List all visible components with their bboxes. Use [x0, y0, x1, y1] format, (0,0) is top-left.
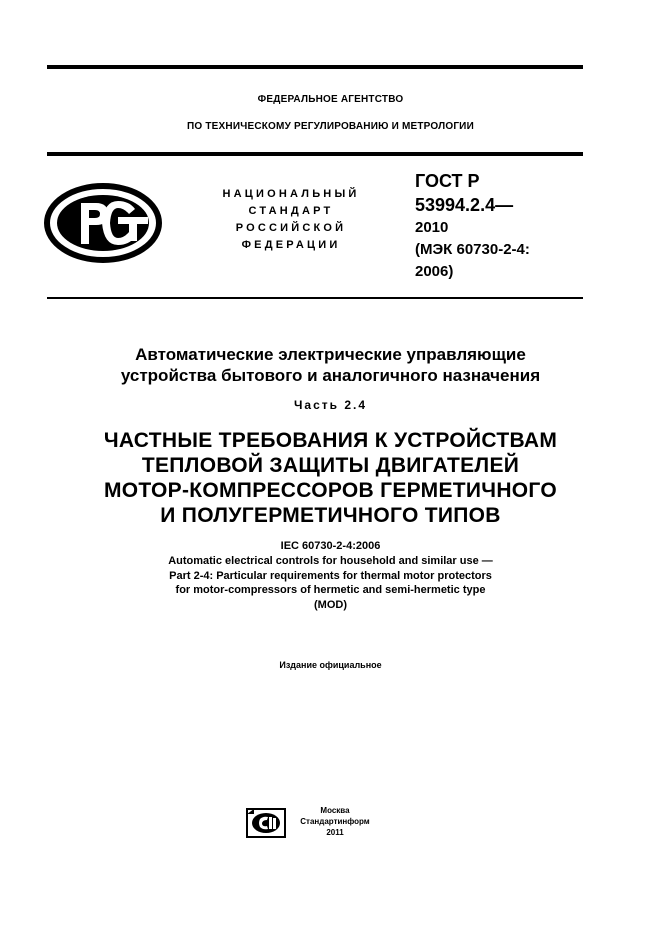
title-line-2: устройства бытового и аналогичного назначения [120, 366, 541, 385]
agency-line-1: ФЕДЕРАЛЬНОЕ АГЕНТСТВО [257, 94, 404, 105]
english-line: Part 2-4: Particular requirements for thermal motor protectors [169, 569, 492, 582]
main-title-line: И ПОЛУГЕРМЕТИЧНОГО ТИПОВ [160, 504, 501, 527]
header-rule [47, 152, 583, 156]
main-title-line: МОТОР-КОМПРЕССОРОВ ГЕРМЕТИЧНОГО [103, 479, 557, 502]
part-label: Часть 2.4 [293, 398, 368, 412]
agency-line-2: ПО ТЕХНИЧЕСКОМУ РЕГУЛИРОВАНИЮ И МЕТРОЛОГИИ [187, 121, 474, 132]
publisher-city: Москва [320, 806, 350, 815]
national-line: НАЦИОНАЛЬНЫЙ [222, 188, 360, 200]
national-line: ФЕДЕРАЦИИ [241, 239, 341, 251]
gost-line-3: 2010 [415, 219, 449, 236]
national-standard-label [196, 186, 386, 254]
main-title-line: ТЕПЛОВОЙ ЗАЩИТЫ ДВИГАТЕЛЕЙ [141, 454, 520, 477]
edition-label: Издание официальное [279, 660, 382, 670]
national-line: РОССИЙСКОЙ [235, 222, 347, 234]
top-rule [47, 65, 583, 69]
main-title-line: ЧАСТНЫЕ ТРЕБОВАНИЯ К УСТРОЙСТВАМ [103, 429, 558, 452]
title-line-1: Автоматические электрические управляющие [135, 345, 526, 364]
english-line: Automatic electrical controls for household and similar use — [168, 555, 493, 567]
gost-line-2: 53994.2.4— [415, 195, 514, 215]
gost-line-4: (МЭК 60730-2-4: [415, 241, 530, 258]
english-title [0, 554, 661, 612]
english-line: (MOD) [314, 598, 347, 611]
national-line: СТАНДАРТ [248, 205, 334, 217]
publisher-name: Стандартинформ [300, 817, 370, 826]
gost-line-5: 2006) [415, 263, 454, 280]
publisher-info [290, 805, 380, 838]
publisher-year: 2011 [326, 828, 344, 837]
block-rule [47, 297, 583, 299]
iec-reference: IEC 60730-2-4:2006 [280, 540, 381, 552]
gost-line-1: ГОСТ Р [415, 171, 480, 191]
main-title [0, 428, 661, 528]
gost-designation [415, 169, 530, 283]
standartinform-logo [246, 808, 286, 838]
english-line: for motor-compressors of hermetic and semi-hermetic type [175, 584, 486, 596]
rst-logo [44, 183, 162, 263]
